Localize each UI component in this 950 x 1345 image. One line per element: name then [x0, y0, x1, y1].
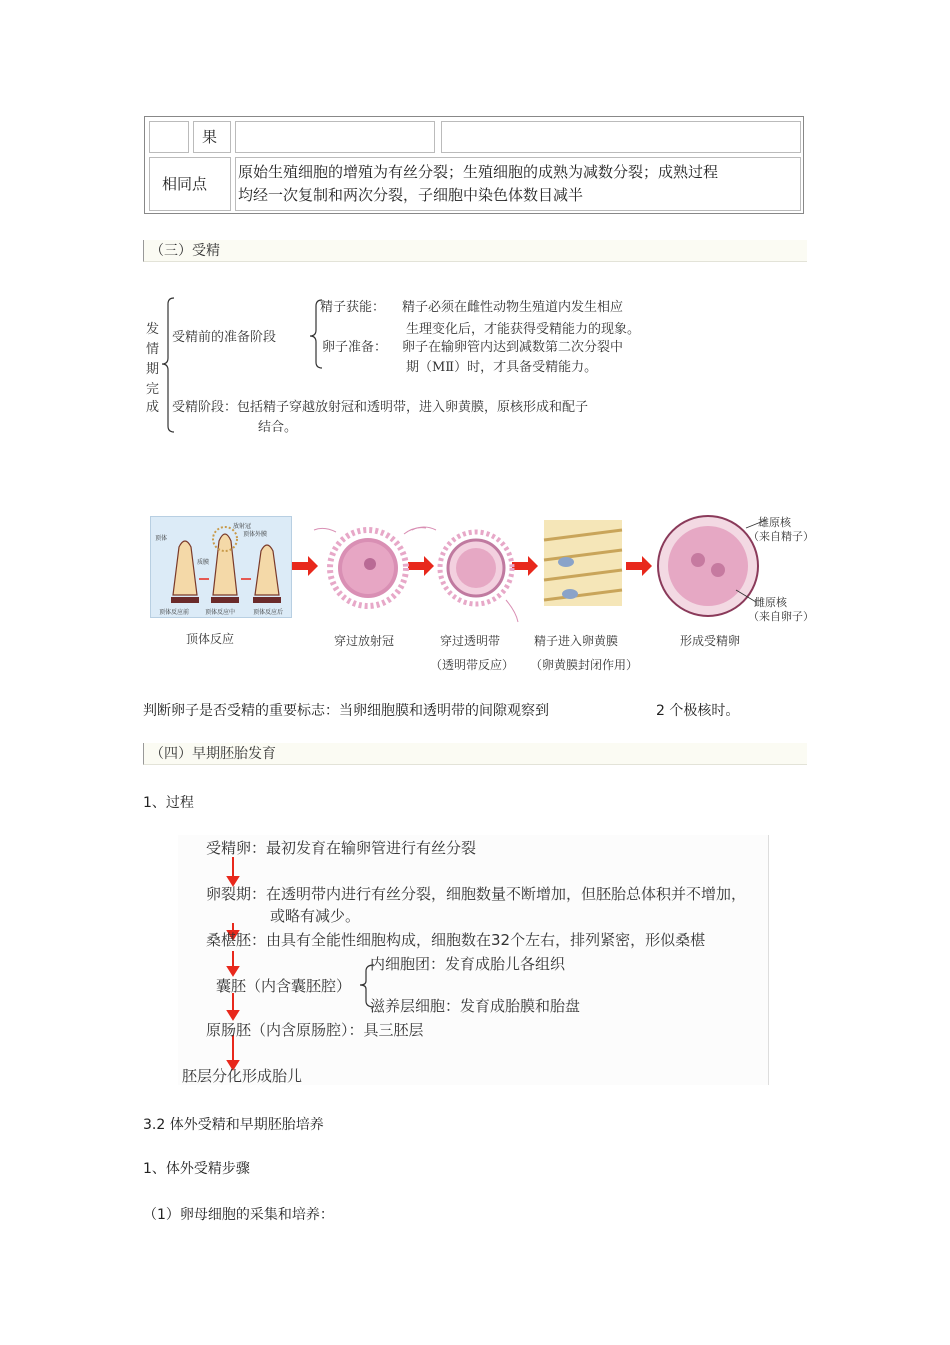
section-heading-3-2: 3.2 体外受精和早期胚胎培养 [143, 1117, 324, 1133]
table-row2-line2: 均经一次复制和两次分裂，子细胞中染色体数目减半 [238, 186, 584, 204]
vertical-label-5: 成 [146, 400, 160, 415]
section-title-fertilization: （三）受精 [143, 240, 807, 262]
flow-morula: 桑椹胚：由具有全能性细胞构成，细胞数在32个左右，排列紧密，形似桑椹 [206, 931, 706, 949]
table-cell-same-content [235, 157, 801, 211]
acro-label-after: 顶体反应后 [253, 609, 284, 616]
flow-cleavage-line2: 或略有减少。 [270, 907, 361, 925]
fertilization-sign-text: 判断卵子是否受精的重要标志：当卵细胞膜和透明带的间隙观察到 [143, 703, 549, 719]
vertical-label-1: 发 [146, 322, 160, 337]
table-row1-label: 果 [202, 128, 218, 146]
female-pronucleus-label: 雌原核 [754, 596, 787, 609]
caption-zona: 穿过透明带 [440, 634, 501, 648]
table-row2-label: 相同点 [162, 175, 208, 193]
table-cell-empty [235, 121, 435, 153]
flow-zygote: 受精卵：最初发育在输卵管进行有丝分裂 [206, 839, 477, 857]
egg-prep-line1: 卵子在输卵管内达到减数第二次分裂中 [402, 340, 624, 355]
ivf-steps-title: 1、体外受精步骤 [143, 1161, 250, 1177]
arrow-4 [626, 556, 652, 576]
flow-gastrula: 原肠胚（内含原肠腔）：具三胚层 [206, 1021, 424, 1039]
egg-zona-icon [412, 527, 518, 622]
table-cell-empty [441, 121, 801, 153]
fert-stage-line2: 结合。 [258, 420, 298, 435]
caption-acrosome: 顶体反应 [186, 632, 235, 646]
sperm-capacitation-line1: 精子必须在雌性动物生殖道内发生相应 [402, 300, 624, 315]
flow-trophoblast: 滋养层细胞：发育成胎膜和胎盘 [370, 997, 581, 1015]
acro-label-before: 顶体反应前 [159, 609, 190, 616]
female-source-label: （来自卵子） [748, 610, 814, 623]
arrow-1 [292, 556, 318, 576]
vertical-label-4: 完 [146, 382, 160, 397]
table-row2-line1: 原始生殖细胞的增殖为有丝分裂；生殖细胞的成熟为减数分裂；成熟过程 [238, 163, 719, 181]
section-title-early-embryo: （四）早期胚胎发育 [143, 743, 807, 765]
vertical-label-3: 期 [146, 362, 160, 377]
acro-label-outer: 顶体外膜 [243, 531, 268, 538]
caption-zygote: 形成受精卵 [680, 634, 741, 648]
subcaption-zona-reaction: （透明带反应） [430, 658, 515, 672]
fertilization-diagram [140, 290, 740, 440]
sperm-capacitation-label: 精子获能： [320, 300, 386, 315]
egg-prep-label: 卵子准备： [322, 340, 388, 355]
prep-stage-label: 受精前的准备阶段 [172, 330, 277, 345]
caption-membrane: 精子进入卵黄膜 [534, 634, 619, 648]
male-pronucleus-label: 雄原核 [758, 516, 791, 529]
fert-stage-line1: 受精阶段：包括精子穿越放射冠和透明带，进入卵黄膜，原核形成和配子 [172, 400, 589, 415]
acro-label-during: 顶体反应中 [205, 609, 236, 616]
acro-label-corona: 放射冠 [233, 523, 252, 530]
male-source-label: （来自精子） [748, 530, 814, 543]
flow-cleavage-line1: 卵裂期：在透明带内进行有丝分裂，细胞数量不断增加，但胚胎总体积并不增加， [206, 885, 747, 903]
flow-final: 胚层分化形成胎儿 [182, 1067, 303, 1085]
embryo-development-flow [178, 835, 769, 1085]
process-subtitle: 1、过程 [143, 795, 194, 811]
sperm-capacitation-line2: 生理变化后，才能获得受精能力的现象。 [406, 322, 641, 337]
table-cell-empty [149, 121, 189, 153]
fertilization-process [146, 510, 826, 680]
acro-label-plasma: 质膜 [197, 559, 210, 566]
vitelline-membrane-icon [544, 520, 622, 606]
arrow-3 [512, 556, 538, 576]
caption-corona: 穿过放射冠 [334, 634, 395, 648]
fertilization-sign-text-end: 2 个极核时。 [656, 703, 740, 719]
flow-blastocyst: 囊胚（内含囊胚腔） [216, 977, 352, 995]
flow-inner-mass: 内细胞团：发育成胎儿各组织 [370, 955, 566, 973]
ivf-step-1: （1）卵母细胞的采集和培养： [143, 1207, 334, 1223]
egg-prep-line2: 期（MⅡ）时，才具备受精能力。 [406, 360, 598, 375]
comparison-table [144, 116, 804, 214]
vertical-label-2: 情 [146, 342, 160, 357]
subcaption-membrane-block: （卵黄膜封闭作用） [530, 658, 639, 672]
arrow-2 [408, 556, 434, 576]
acro-label-acrosome: 顶体 [155, 535, 168, 542]
process-graphics [146, 510, 826, 630]
table-cell-result-label [193, 121, 231, 153]
table-cell-same-label [149, 157, 231, 211]
